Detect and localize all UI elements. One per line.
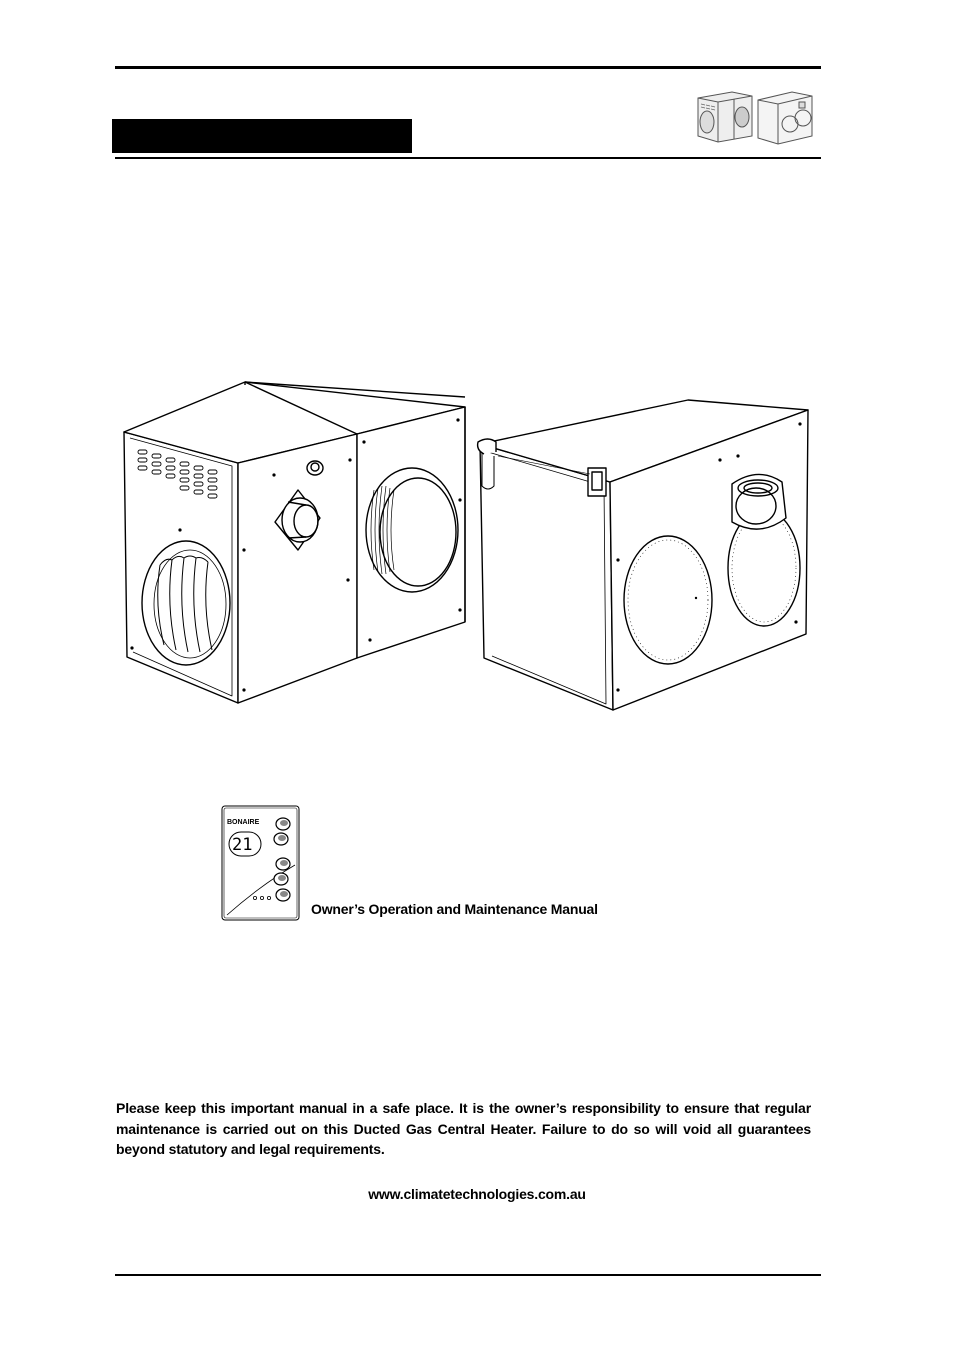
footer-rule: [115, 1274, 821, 1276]
website-link[interactable]: www.climatetechnologies.com.au: [368, 1186, 586, 1202]
header-rule: [115, 157, 821, 159]
heater-units-thumbnail-icon: [696, 84, 816, 146]
maintenance-notice: Please keep this important manual in a safe place. It is the owner’s responsibility to ensure that regular maintenance is carried out on this Ducted Gas Central Heater. Failure to do so will void all guarantees beyond statutory and legal requirements.: [116, 1100, 811, 1157]
manual-title: Owner’s Operation and Maintenance Manual: [311, 901, 598, 917]
title-bar: [112, 119, 412, 153]
top-rule: [115, 66, 821, 69]
ducted-heater-units-illustration: [120, 360, 820, 720]
remote-brand: BONAIRE: [227, 819, 260, 826]
remote-display: 21: [232, 835, 253, 855]
wall-controller-illustration: [221, 805, 301, 921]
